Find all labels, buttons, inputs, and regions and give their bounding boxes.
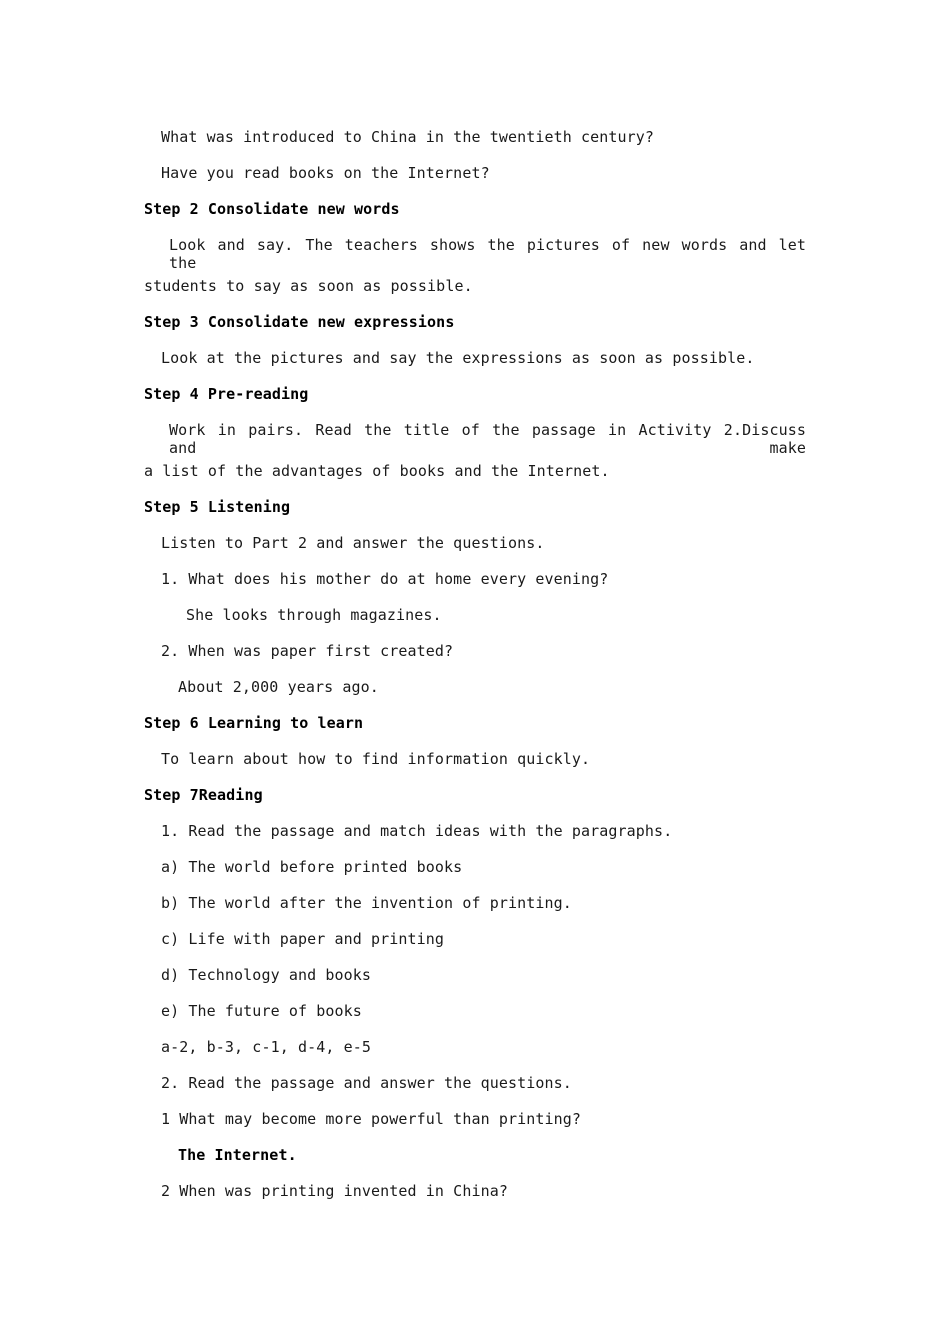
step-heading: Step 3 Consolidate new expressions — [144, 313, 455, 331]
question-line: 1. What does his mother do at home every evening? — [161, 570, 609, 588]
option-line: d) Technology and books — [161, 966, 372, 984]
question-line: 2 When was printing invented in China? — [161, 1182, 508, 1200]
paragraph-line: Work in pairs. Read the title of the passage in Activity 2.Discuss and make — [169, 421, 806, 457]
paragraph-line: Look at the pictures and say the expressions as soon as possible. — [161, 349, 755, 367]
question-line: 1 What may become more powerful than printing? — [161, 1110, 582, 1128]
option-line: c) Life with paper and printing — [161, 930, 445, 948]
paragraph-line: a list of the advantages of books and the Internet. — [144, 462, 610, 480]
option-line: e) The future of books — [161, 1002, 362, 1020]
answer-line: She looks through magazines. — [186, 606, 442, 624]
paragraph-line: students to say as soon as possible. — [144, 277, 473, 295]
option-line: b) The world after the invention of printing. — [161, 894, 572, 912]
question-line: What was introduced to China in the twentieth century? — [161, 128, 655, 146]
question-line: Have you read books on the Internet? — [161, 164, 490, 182]
step-heading: Step 2 Consolidate new words — [144, 200, 400, 218]
paragraph-line: Look and say. The teachers shows the pictures of new words and let the — [169, 236, 806, 272]
step-heading: Step 6 Learning to learn — [144, 714, 364, 732]
paragraph-line: Listen to Part 2 and answer the questions. — [161, 534, 545, 552]
answer-line: The Internet. — [178, 1146, 297, 1164]
option-line: a) The world before printed books — [161, 858, 463, 876]
question-line: 2. When was paper first created? — [161, 642, 454, 660]
answer-line: About 2,000 years ago. — [178, 678, 379, 696]
step-heading: Step 4 Pre-reading — [144, 385, 309, 403]
step-heading: Step 5 Listening — [144, 498, 291, 516]
step-heading: Step 7Reading — [144, 786, 263, 804]
paragraph-line: To learn about how to find information quickly. — [161, 750, 591, 768]
task-line: 2. Read the passage and answer the questions. — [161, 1074, 572, 1092]
task-line: 1. Read the passage and match ideas with the paragraphs. — [161, 822, 673, 840]
answer-key-line: a-2, b-3, c-1, d-4, e-5 — [161, 1038, 372, 1056]
